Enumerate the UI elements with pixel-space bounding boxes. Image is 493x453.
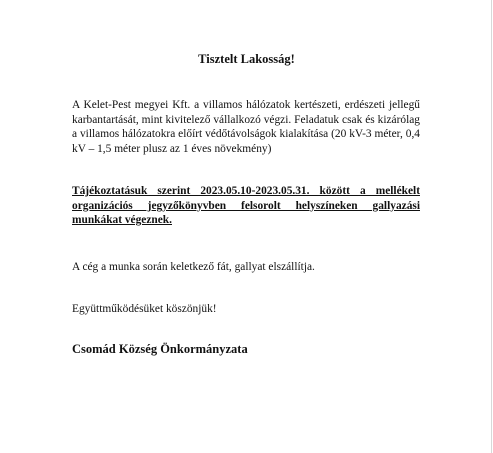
paragraph-contractor-info: A Kelet-Pest megyei Kft. a villamos hálózatok kertészeti, erdészeti jellegű karbantartását, mint kivitelező vállalkozó végzi. Feladatuk csak és kizárólag a villamos hálózatokra előírt védőtávolságok kialakítása (20 kV-3 méter, 0,4 kV – 1,5 méter plusz az 1 éves növekmény) [72,99,420,155]
signature: Csomád Község Önkormányzata [72,342,248,356]
paragraph-wood-removal: A cég a munka során keletkező fát, gallyat elszállítja. [72,261,315,273]
paragraph-thanks: Együttműködésüket köszönjük! [72,303,217,315]
page-edge-divider [491,0,492,453]
document-title: Tisztelt Lakosság! [198,52,295,66]
paragraph-schedule-notice: Tájékoztatásuk szerint 2023.05.10-2023.05.31. között a mellékelt organizációs jegyzőkönyvben felsorolt helyszíneken gallyazási munkákat végeznek. [72,185,420,227]
